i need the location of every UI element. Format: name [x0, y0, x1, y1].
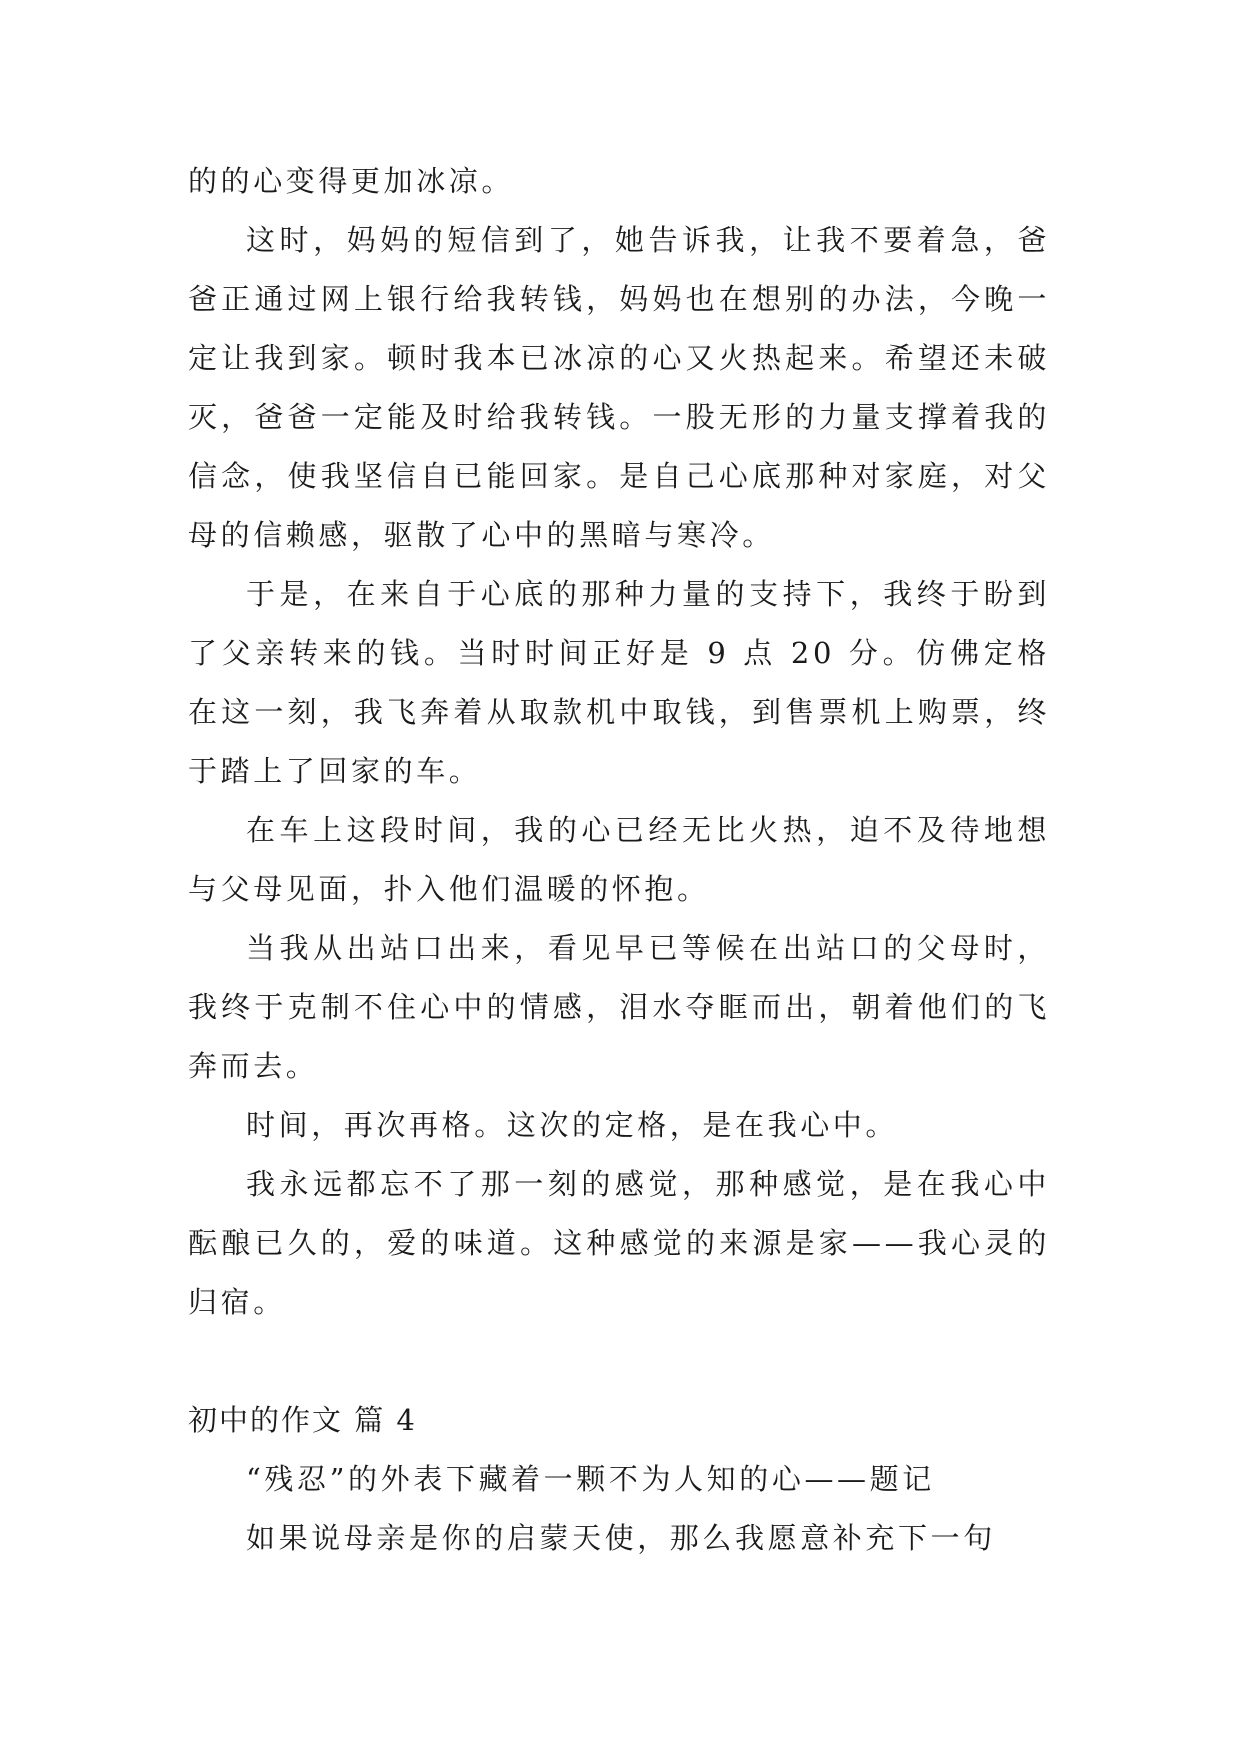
paragraph-time-freeze: 时间，再次再格。这次的定格，是在我心中。: [246, 1108, 899, 1142]
paragraph-opening: 如果说母亲是你的启蒙天使，那么我愿意补充下一句: [246, 1521, 996, 1555]
paragraph-continuation: 的的心变得更加冰凉。: [188, 164, 515, 198]
document-body: [188, 152, 1050, 1568]
paragraph-station-exit: 当我从出站口出来，看见早已等候在出站口的父母时，我终于克制不住心中的情感，泪水夺眶而出，朝着他们的飞奔而去。: [188, 931, 1050, 1083]
paragraph-money-arrived: 于是，在来自于心底的那种力量的支持下，我终于盼到了父亲转来的钱。当时时间正好是 9 点 20 分。仿佛定格在这一刻，我飞奔着从取款机中取钱，到售票机上购票，终于踏上了回家的车。: [188, 577, 1050, 788]
paragraph-conclusion: 我永远都忘不了那一刻的感觉，那种感觉，是在我心中酝酿已久的，爱的味道。这种感觉的来源是家——我心灵的归宿。: [188, 1167, 1050, 1319]
paragraph-on-train: 在车上这段时间，我的心已经无比火热，迫不及待地想与父母见面，扑入他们温暖的怀抱。: [188, 813, 1050, 906]
epigraph: “残忍”的外表下藏着一颗不为人知的心——题记: [246, 1462, 935, 1496]
paragraph-mother-message: 这时，妈妈的短信到了，她告诉我，让我不要着急，爸爸正通过网上银行给我转钱，妈妈也在想别的办法，今晚一定让我到家。顿时我本已冰凉的心又火热起来。希望还未破灭，爸爸一定能及时给我转钱。一股无形的力量支撑着我的信念，使我坚信自已能回家。是自己心底那种对家庭，对父母的信赖感，驱散了心中的黑暗与寒冷。: [188, 223, 1050, 552]
section-heading: 初中的作文 篇 4: [188, 1403, 417, 1437]
